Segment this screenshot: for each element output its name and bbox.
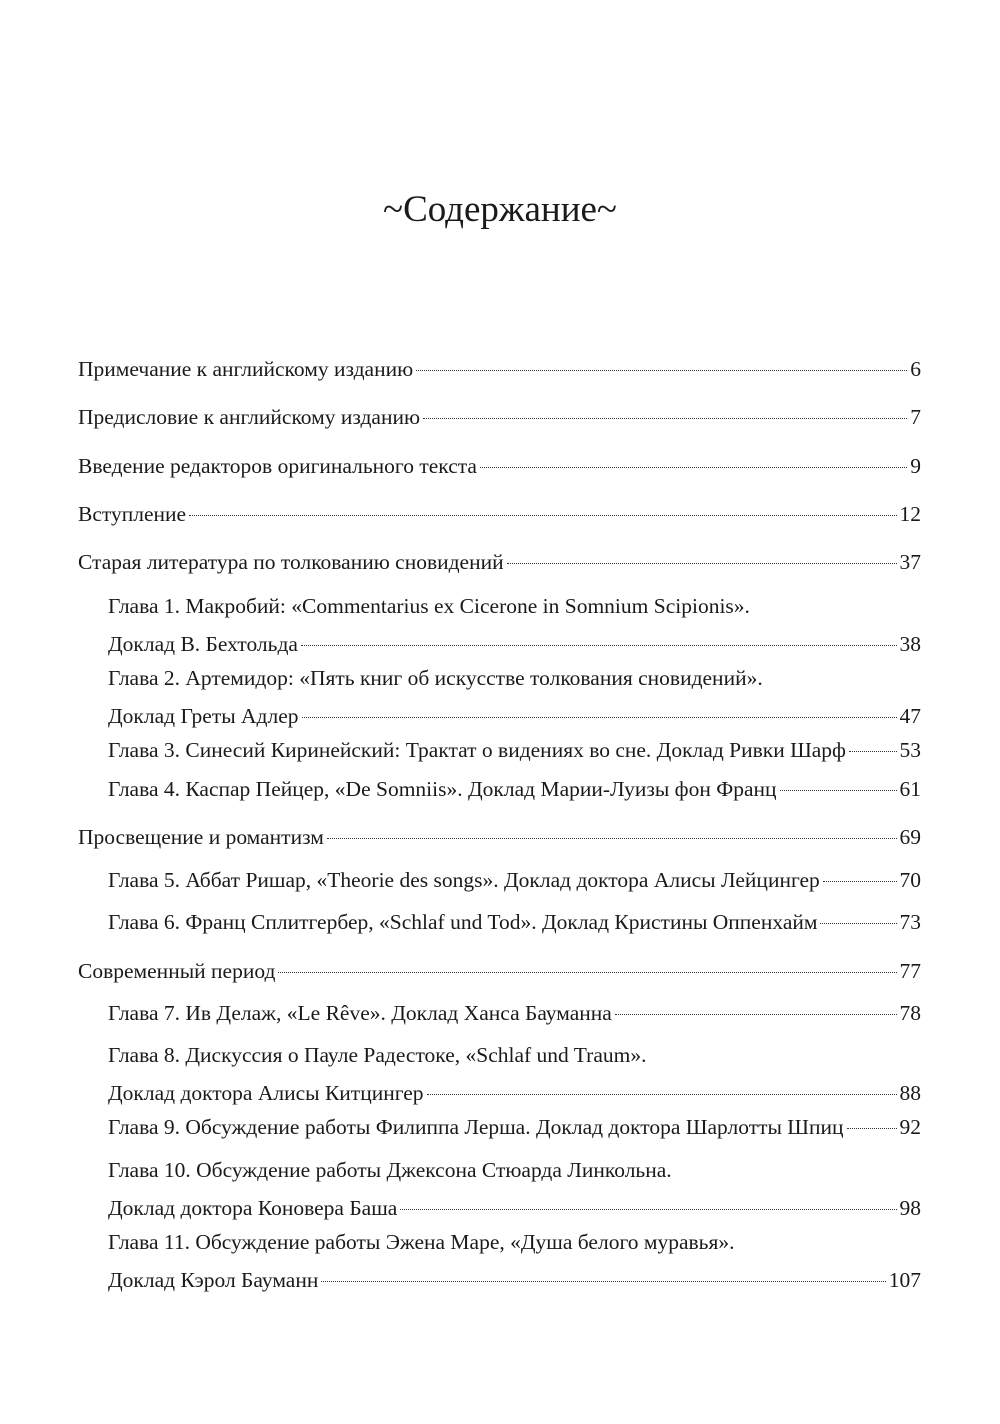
toc-entry-title: Глава 1. Макробий: «Commentarius ex Cicerone in Somnium Scipionis». bbox=[108, 594, 750, 618]
toc-page-number: 107 bbox=[888, 1268, 921, 1292]
toc-chapter-entry bbox=[108, 998, 921, 1028]
toc-entry-title: Глава 9. Обсуждение работы Филиппа Лерша. Доклад доктора Шарлотты Шпиц bbox=[108, 1115, 844, 1139]
toc-entry-title: Глава 8. Дискуссия о Пауле Радестоке, «Schlaf und Traum». bbox=[108, 1043, 647, 1067]
toc-page-number: 7 bbox=[910, 405, 921, 429]
dot-leader bbox=[400, 1209, 896, 1210]
toc-entry-line bbox=[108, 774, 921, 804]
toc-entry-title: Глава 2. Артемидор: «Пять книг об искусстве толкования сновидений». bbox=[108, 666, 763, 690]
toc-entry-line bbox=[108, 1112, 921, 1142]
toc-page-number: 98 bbox=[899, 1196, 921, 1220]
dot-leader bbox=[507, 563, 897, 564]
dot-leader bbox=[427, 1094, 897, 1095]
toc-chapter-entry bbox=[108, 1155, 921, 1223]
toc-page-number: 37 bbox=[899, 550, 921, 574]
toc-entry-title: Глава 11. Обсуждение работы Эжена Маре, «Душа белого муравья». bbox=[108, 1230, 735, 1254]
dot-leader bbox=[615, 1014, 897, 1015]
toc-page-number: 38 bbox=[899, 632, 921, 656]
toc-page-number: 73 bbox=[899, 910, 921, 934]
toc-page-number: 88 bbox=[899, 1081, 921, 1105]
page-title: ~Содержание~ bbox=[383, 189, 617, 230]
toc-entry-line bbox=[78, 451, 921, 481]
toc-entry-title: Вступление bbox=[78, 502, 187, 526]
toc-chapter-entry bbox=[108, 774, 921, 804]
toc-section-entry bbox=[78, 451, 921, 481]
dot-leader bbox=[820, 923, 896, 924]
dot-leader bbox=[416, 370, 907, 371]
toc-entry-title: Глава 10. Обсуждение работы Джексона Стюарда Линкольна. bbox=[108, 1158, 672, 1182]
toc-entry-line bbox=[108, 629, 921, 659]
toc-chapter-entry bbox=[108, 1040, 921, 1108]
toc-entry-title: Глава 7. Ив Делаж, «Le Rêve». Доклад Ханса Бауманна bbox=[108, 1001, 612, 1025]
toc-entry-line bbox=[108, 1227, 921, 1257]
toc-section-entry bbox=[78, 956, 921, 986]
toc-entry-line bbox=[108, 591, 921, 621]
toc-entry-line bbox=[78, 354, 921, 384]
toc-entry-line bbox=[108, 1193, 921, 1223]
dot-leader bbox=[780, 790, 897, 791]
dot-leader bbox=[823, 881, 897, 882]
toc-chapter-entry bbox=[108, 1227, 921, 1295]
toc-entry-title: Примечание к английскому изданию bbox=[78, 357, 414, 381]
toc-chapter-entry bbox=[108, 735, 921, 765]
toc-chapter-entry bbox=[108, 591, 921, 659]
toc-entry-line bbox=[108, 735, 921, 765]
dot-leader bbox=[423, 418, 907, 419]
toc-entry-title: Введение редакторов оригинального текста bbox=[78, 454, 477, 478]
toc-entry-line bbox=[78, 822, 921, 852]
toc-section-entry bbox=[78, 402, 921, 432]
toc-page-number: 92 bbox=[899, 1115, 921, 1139]
toc-section-entry bbox=[78, 499, 921, 529]
toc-section-entry bbox=[78, 822, 921, 852]
toc-section-entry bbox=[78, 547, 921, 577]
toc-entry-title: Доклад доктора Коновера Баша bbox=[108, 1196, 398, 1220]
toc-entry-title: Доклад В. Бехтольда bbox=[108, 632, 298, 656]
toc-page-number: 78 bbox=[899, 1001, 921, 1025]
toc-page-number: 77 bbox=[899, 959, 921, 983]
toc-entry-title: Старая литература по толкованию сновидений bbox=[78, 550, 504, 574]
toc-entry-title: Доклад доктора Алисы Китцингер bbox=[108, 1081, 424, 1105]
toc-entry-title: Предисловие к английскому изданию bbox=[78, 405, 421, 429]
toc-entry-title: Современный период bbox=[78, 959, 276, 983]
toc-entry-line bbox=[108, 663, 921, 693]
toc-entry-title: Просвещение и романтизм bbox=[78, 825, 324, 849]
toc-entry-line bbox=[108, 907, 921, 937]
dot-leader bbox=[302, 717, 897, 718]
dot-leader bbox=[327, 838, 897, 839]
dot-leader bbox=[301, 645, 897, 646]
toc-entry-title: Глава 6. Франц Сплитгербер, «Schlaf und Tod». Доклад Кристины Оппенхайм bbox=[108, 910, 818, 934]
toc-entry-line bbox=[108, 1040, 921, 1070]
toc-page-number: 12 bbox=[899, 502, 921, 526]
toc-entry-line bbox=[108, 1265, 921, 1295]
toc-entry-title: Глава 5. Аббат Ришар, «Theorie des songs». Доклад доктора Алисы Лейцингер bbox=[108, 868, 820, 892]
dot-leader bbox=[321, 1281, 885, 1282]
toc-page-number: 9 bbox=[910, 454, 921, 478]
dot-leader bbox=[278, 972, 896, 973]
toc-entry-line bbox=[108, 1155, 921, 1185]
dot-leader bbox=[849, 751, 897, 752]
toc-entry-line bbox=[108, 998, 921, 1028]
toc-entry-title: Доклад Кэрол Бауманн bbox=[108, 1268, 319, 1292]
toc-entry-line bbox=[108, 1078, 921, 1108]
dot-leader bbox=[847, 1128, 897, 1129]
toc-chapter-entry bbox=[108, 663, 921, 731]
toc-entry-line bbox=[78, 956, 921, 986]
toc-entry-line bbox=[78, 547, 921, 577]
dot-leader bbox=[480, 467, 907, 468]
toc-entry-line bbox=[108, 865, 921, 895]
toc-section-entry bbox=[78, 354, 921, 384]
toc-chapter-entry bbox=[108, 1112, 921, 1142]
toc-entry-line bbox=[78, 499, 921, 529]
toc-page-number: 61 bbox=[899, 777, 921, 801]
toc-entry-title: Глава 4. Каспар Пейцер, «De Somniis». Доклад Марии-Луизы фон Франц bbox=[108, 777, 777, 801]
toc-page-number: 47 bbox=[899, 704, 921, 728]
toc-entry-title: Доклад Греты Адлер bbox=[108, 704, 299, 728]
toc-page-number: 70 bbox=[899, 868, 921, 892]
toc-entry-line bbox=[108, 701, 921, 731]
toc-page-number: 69 bbox=[899, 825, 921, 849]
toc-page-number: 6 bbox=[910, 357, 921, 381]
toc-entry-line bbox=[78, 402, 921, 432]
dot-leader bbox=[189, 515, 896, 516]
toc-chapter-entry bbox=[108, 907, 921, 937]
toc-page-number: 53 bbox=[899, 738, 921, 762]
toc-chapter-entry bbox=[108, 865, 921, 895]
toc-entry-title: Глава 3. Синесий Киринейский: Трактат о видениях во сне. Доклад Ривки Шарф bbox=[108, 738, 846, 762]
